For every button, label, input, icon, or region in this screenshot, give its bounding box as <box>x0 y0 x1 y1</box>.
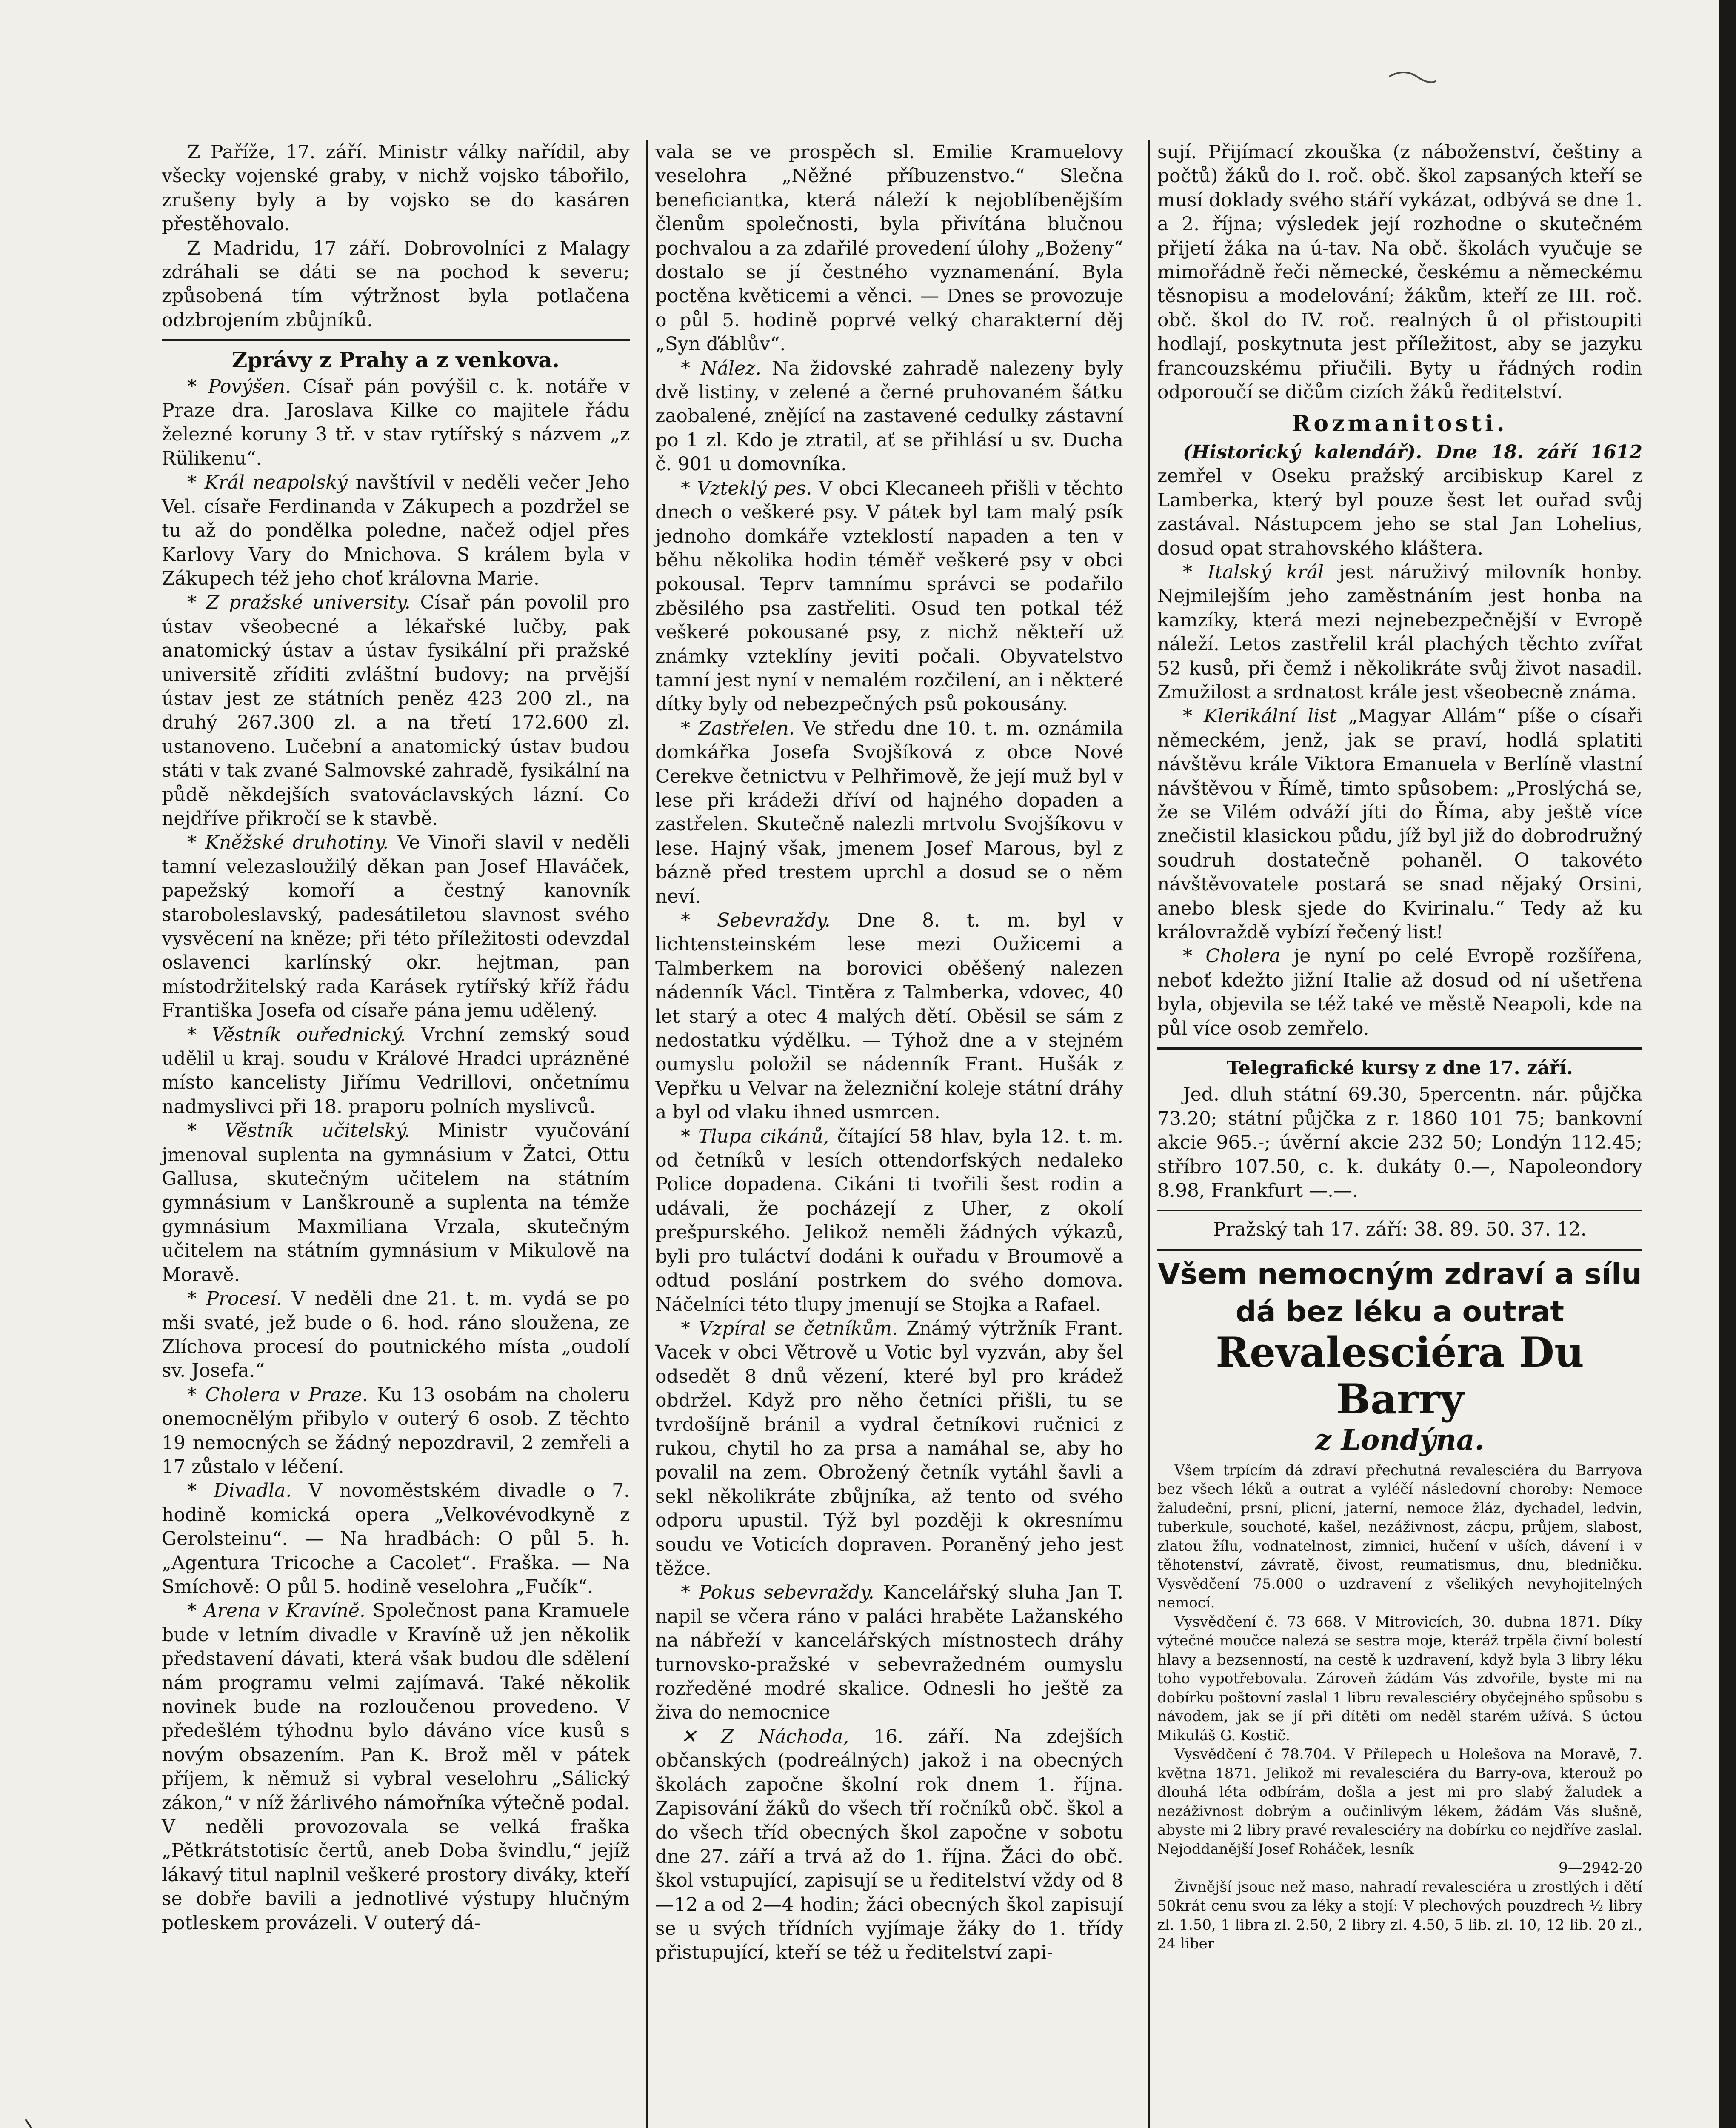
article-label: * Divadla. <box>187 1480 292 1502</box>
article-italsky-kral <box>1157 561 1642 704</box>
article-label: * Cholera v Praze. <box>187 1384 368 1406</box>
article-text: Ve Vinoři slavil v neděli tamní velezasloužilý děkan pan Josef Hlaváček, papežský komoří a čestný kanovník staroboleslavský, padesátiletou slavnost svého vysvěcení na kněze; při této příležitosti odevzdal oslavenci karlínský okr. hejtman, pan místodržitelský rada Karásek rytířský kříž řádu Františka Josefa od císaře pána jemu udělený. <box>162 832 630 1022</box>
ad-number: 9—2942-20 <box>1559 1859 1642 1877</box>
article-nachod <box>655 1725 1123 1965</box>
article-vzpiral <box>655 1317 1123 1581</box>
article-divadla <box>162 1479 630 1599</box>
article-kalendar <box>1157 440 1642 561</box>
column-divider <box>1148 140 1150 2128</box>
article-text: 16. září. Na zdejších občanských (podreálných) jakož i na obecných školách započne školní rok dnem 1. října. Zapisování žáků do všech tří ročníků obč. škol a do všech tříd obecných škol započne v sobotu dne 27. září a trvá až do 1. října. Žáci do obč. škol vstupující, zapisují se u ředitelství vždy od 8—12 a od 2—4 hodin; žáci obecných škol zapisují se u svých třídních vyjímaje žáky do 1. třídy přistupující, kteří se též u ředitelství zapi- <box>655 1725 1123 1964</box>
article-sebevrazdy <box>655 909 1123 1125</box>
article-label: * Sebevraždy. <box>681 910 831 931</box>
article-nachod-continued: sují. Přijímací zkouška (z náboženství, češtiny a počtů) žáků do I. roč. obč. škol zapsaných kteří se musí doklady svého stáří vykázat, odbývá se dne 1. a 2. října; výsledek její rozhodne o skutečném přijetí žáka na ú-tav. Na obč. školách vyučuje se mimořádně řeči německé, českému a německému těsnopisu a modelování; žákům, kteří ze III. roč. obč. škol do IV. roč. realných ů ol přistoupiti hodlají, poskytnuta jest příležitost, aby se jazyku francouzskému přiučili. Byty u řádných rodin odporoučí se dičům cizích žáků ředitelství. <box>1157 141 1642 403</box>
article-povyseni <box>162 375 630 471</box>
article-nales <box>655 357 1123 477</box>
article-tlupa <box>655 1125 1123 1317</box>
article-label: * Tlupa cikánů, <box>681 1125 829 1147</box>
scan-crease-mark <box>0 2119 136 2128</box>
column-3 <box>1157 140 1642 1954</box>
ad-body <box>1157 1461 1642 1954</box>
article-label: * Vzteklý pes. <box>681 477 812 499</box>
section-heading-rozmanitosti: Rozmanitosti. <box>1292 411 1508 437</box>
article-cholera-praha <box>162 1383 630 1479</box>
article-pokus <box>655 1581 1123 1725</box>
article-label: * Věstník učitelský. <box>187 1120 410 1142</box>
article-text: Kancelářský sluha Jan T. napil se včera ráno v paláci hraběte Lažanského na nábřeží v kancelářských místnostech dráhy turnovsko-pražské v sebevražedném oumyslu rozředěné modré skalice. Odnesli ho ještě za živa do nemocnice <box>655 1582 1123 1724</box>
article-label: * Z pražské university. <box>187 592 411 614</box>
article-procesi <box>162 1287 630 1383</box>
article-klerikalni-list <box>1157 704 1642 944</box>
article-text: Na židovské zahradě nalezeny byly dvě listiny, v zelené a černé pruhovaném šátku zaobalené, znějící na zastavené cedulky zástavní po 1 zl. Kdo je ztratil, ať se přihlásí u sv. Ducha č. 901 u domovníka. <box>655 357 1123 475</box>
ad-testimonial: Vysvědčení č 78.704. V Přílepech u Holešova na Moravě, 7. května 1871. Jelikož mi revalesciéra du Barry-ova, kterouž po dlouhá léta odbírám, došla a jest mi pro slabý žaludek a nezáživnost dobrým a oučinlivým lékem, žádám Vás slušně, abyste mi 2 libry pravé revalesciéry na dobírku co nejdříve zaslal. Nejoddanější Josef Roháček, lesník <box>1157 1746 1642 1858</box>
article-cholera-evropa <box>1157 944 1642 1041</box>
article-text: Známý výtržník Frant. Vacek v obci Větrově u Votic byl vyzván, aby šel odsedět 8 dnů vězení, které byl pro krádež obdržel. Když pro něho četníci přišli, tu se tvrdošíjně bránil a vydral četníkovi ručnici z rukou, chytil ho za prsa a namáhal se, aby ho povalil na zem. Obrožený četník vytáhl šavli a sekl několikráte zbůjníka, až tento od svého odporu upustil. Týž byl později k okresnímu soudu ve Voticích dopraven. Poraněný jeho jest těžce. <box>655 1317 1123 1579</box>
article-text: V novoměstském divadle o 7. hodině komická opera „Velkovévodkyně z Gerolsteinu“. — Na hradbách: O půl 5. h. „Agentura Tricoche a Cacolet“. Fraška. — Na Smíchově: O půl 5. hodině veselohra „Fučík“. <box>162 1480 630 1598</box>
article-text: Císař pán povolil pro ústav všeobecné a lékařské lučby, pak anatomický ústav a ústav fysikální při pražské universitě zříditi zvláštní budovy; na prvější ústav jest ze státních peněz 423 200 zl., na druhý 267.300 zl. a na třetí 172.600 zl. ustanoveno. Lučební a anatomický ústav budou státi v tak zvané Salmovské zahradě, fysikální na půdě někdejších svatováclavských lázní. Co nejdříve přikročí se k stavbě. <box>162 592 630 829</box>
article-label: * Kněžské druhotiny. <box>187 832 389 854</box>
column-divider <box>646 140 648 2128</box>
article-label: * Vzpíral se četníkům. <box>681 1317 898 1339</box>
telegraph-heading: Telegrafické kursy z dne 17. září. <box>1227 1057 1573 1079</box>
article-knez <box>162 831 630 1023</box>
article-label: * Arena v Kravíně. <box>187 1600 365 1622</box>
article-arena-continued: vala se ve prospěch sl. Emilie Kramuelovy veselohra „Něžné příbuzenstvo.“ Slečna beneficiantka, která náleží k nejoblíbenějším členům společnosti, byla přivítána blučnou pochvalou a za zdařilé provedení úlohy „Boženy“ dostalo se jí čestného vyznamenání. Byla poctěna květicemi a věnci. — Dnes se provozuje o půl 5. hodině poprvé velký charakterní děj „Syn ďáblův“. <box>655 141 1123 355</box>
article-university <box>162 591 630 831</box>
article-pes <box>655 477 1123 717</box>
section-divider <box>162 339 630 341</box>
ad-headline: Všem nemocným zdraví a sílu <box>1158 1257 1642 1291</box>
article-text: jest náruživý milovník honby. Nejmilejším jeho zaměstnáním jest honba na kamzíky, která mezi nejnebezpečnější v Evropě náleží. Letos zastřelil král plachých těchto zvířat 52 kusů, při čemž i několikráte svůj život nasadil. Zmužilost a srdnatost krále jest všeobecně známa. <box>1157 561 1642 703</box>
article-text: Císař pán povýšil c. k. notáře v Praze dra. Jaroslava Kilke co majitele řádu železné koruny 3 tř. v stav rytířský s názvem „z Rülikenu“. <box>162 375 630 469</box>
telegraph-rates: Jed. dluh státní 69.30, 5percentn. nár. půjčka 73.20; státní půjčka z r. 1860 101 75; bankovní akcie 965.-; úvěrní akcie 232 50; Londýn 112.45; stříbro 107.50, c. k. dukáty 0.—, Napoleondory 8.98, Frankfurt —.—. <box>1157 1084 1642 1202</box>
ad-testimonial: Vysvědčení č. 73 668. V Mitrovicích, 30. dubna 1871. Díky výtečné moučce nalezá se sestra moje, kteráž trpěla čivní bolestí hlavy a bezsenností, na cestě k uzdravení, když byla 3 libry léku toho vypotřebovala. Zároveň žádám Vás zdvořile, byste mi na dobírku poštovní zaslal 1 libru revalesciéry obyčejného spůsobu s návodem, jak se jí při dítěti om neděl starém užívá. S úctou Mikuláš G. Kostič. <box>1157 1613 1642 1744</box>
article-label: * Věstník ouřednický. <box>187 1024 406 1046</box>
article-text: V neděli dne 21. t. m. vydá se po mši svaté, jež bude o 6. hod. ráno sloužena, ze Zlíchova procesí do poutnického místa „oudolí sv. Josefa.“ <box>162 1288 630 1382</box>
article-label: * Italský král <box>1183 561 1324 583</box>
article-ucitel <box>162 1119 630 1287</box>
section-heading-news: Zprávy z Prahy a z venkova. <box>231 347 560 373</box>
article-madrid: Z Madridu, 17 září. Dobrovolníci z Malagy zdráhali se dáti se na pochod k severu; způsobená tím výtržnost byla potlačena odzbrojením zbůjníků. <box>162 237 630 331</box>
article-text: zemřel v Oseku pražský arcibiskup Karel z Lamberka, který byl pouze šest let ouřad svůj zastával. Nástupcem jeho se stal Jan Lohelius, dosud opat strahovského kláštera. <box>1157 465 1642 559</box>
ad-brand: Revalesciéra Du Barry <box>1216 1328 1584 1423</box>
article-label: (Historický kalendář). Dne 18. září 1612 <box>1183 441 1642 463</box>
article-text: Ministr vyučování jmenoval suplenta na gymnásium v Žatci, Ottu Gallusa, skutečným učitelem na státním gymnásium v Lanškrouně a suplenta na témže gymnásium Maxmiliana Vrzala, skutečným učitelem na státním gymnásium v Mikulově na Moravě. <box>162 1120 630 1286</box>
article-text: Ku 13 osobám na choleru onemocnělým přibylo v outerý 6 osob. Z těchto 19 nemocných se žádný nepozdravil, 2 zemřeli a 17 zůstalo v léčení. <box>162 1384 630 1478</box>
article-label: * Král neapolský <box>187 472 348 494</box>
article-text: navštívil v neděli večer Jeho Vel. císaře Ferdinanda v Zákupech a pozdržel se tu až do pondělka poledne, načež odjel přes Karlovy Vary do Mnichova. S králem byla v Zákupech též jeho choť královna Marie. <box>162 472 630 589</box>
article-text: Ve středu dne 10. t. m. oznámila domkářka Josefa Svojšíková z obce Nové Cerekve četnictvu v Pelhřimově, že její muž byl v lese při krádeži dříví od hajného dopaden a zastřelen. Skutečně nalezli mrtvolu Svojšíkovu v lese. Hajný však, jmenem Josef Marous, byl z bázně před trestem uprchl a dosud se o něm neví. <box>655 717 1123 907</box>
ad-subheadline: dá bez léku a outrat <box>1235 1295 1565 1329</box>
column-1 <box>162 140 630 1935</box>
section-divider <box>1157 1210 1642 1211</box>
lottery-draw: Pražský tah 17. září: 38. 89. 50. 37. 12. <box>1213 1218 1587 1241</box>
article-vestnik <box>162 1023 630 1119</box>
article-label: * Cholera <box>1183 945 1281 967</box>
article-label: ✕ Z Náchoda, <box>681 1725 849 1748</box>
article-text: V obci Klecaneeh přišli v těchto dnech o veškeré psy. V pátek byl tam malý psík jednoho domkáře vzteklostí napaden a ten v běhu několika hodin téměř veškeré psy v obci pokousal. Teprv tamnímu správci se podařilo zběsilého psa zastřeliti. Osud ten potkal též veškeré pokousané psy, z nichž někteří už známky vzteklíny jeviti počali. Obyvatelstvo tamní jest nyní v nemalém rozčilení, an i některé dítky byly od nebezpečných psů pokousány. <box>655 477 1123 715</box>
scan-stroke-mark <box>1387 64 1438 89</box>
ad-paragraph: Všem trpícím dá zdraví přechutná revalesciéra du Barryova bez všech léků a outrat a vyléčí následovní choroby: Nemoce žaludeční, prsní, plicní, jaterní, nemoce žláz, dychadel, ledvin, tuberkule, souchoté, kašel, nezáživnost, zácpu, průjem, slabost, zlatou žílu, vodnatelnost, zimnici, hučení v uších, dávení i v těhotenství, závratě, čivost, reumatismus, dnu, bledničku. Vysvědčení 75.000 o uzdravení z všelikých nevyhojitelných nemocí. <box>1157 1462 1642 1612</box>
section-divider <box>1157 1047 1642 1050</box>
column-2 <box>655 140 1123 1965</box>
article-arena <box>162 1599 630 1935</box>
article-text: Vrchní zemský soud udělil u kraj. soudu v Králové Hradci uprázněné místo kancelisty Jiřímu Vedrillovi, ončetnímu nadmyslivci při 18. praporu polních myslivců. <box>162 1024 630 1118</box>
article-label: * Zastřelen. <box>681 717 795 739</box>
article-kral <box>162 471 630 591</box>
article-zastrelen <box>655 717 1123 909</box>
article-text: čítající 58 hlav, byla 12. t. m. od četníků v lesích ottendorfských nedaleko Police dopadena. Cikáni ti tvořili šest rodin a udávali, že pocházejí z Uher, z okolí prešpurského. Jelikož neměli žádných výkazů, byli pro tuláctví dodáni k ouřadu v Broumově a odtud poslání postrkem do svého domova. Náčelníci této tlupy jmenují se Stojka a Rafael. <box>655 1125 1123 1316</box>
ad-city: z Londýna. <box>1315 1423 1485 1456</box>
article-label: * Klerikální list <box>1183 705 1337 727</box>
article-text: Společnost pana Kramuele bude v letním divadle v Kravíně už jen několik představení dávati, která však budou dle sdělení nám programu velmi zajímavá. Také několik novinek bude na rozloučenou provedeno. V předešlém týhodnu bylo dáváno více kusů s novým obsazením. Pan K. Brož měl v pátek příjem, k němuž si vybral veselohru „Sálický zákon,“ v níž žárlivého námořníka výtečně podal. V neděli provozovala se velká fraška „Pětkrátstotisíc čertů, aneb Doba švindlu,“ jejíž lákavý titul naplnil veškeré prostory diváky, kteří se dobře bavili a jednotlivé výstupy hlučným potleskem provázeli. V outerý dá- <box>162 1600 630 1934</box>
article-paris: Z Paříže, 17. září. Ministr války nařídil, aby všecky vojenské graby, v nichž vojsko tábořilo, zrušeny byly a by vojsko se do kasáren přestěhovalo. <box>162 141 630 235</box>
ad-prices: Živnější jsouc než maso, nahradí revalesciéra u zrostlých i dětí 50krát cenu svou za léky a stojí: V plechových pouzdrech ½ libry zl. 1.50, 1 libra zl. 2.50, 2 libry zl. 4.50, 5 lib. zl. 10, 12 lib. 20 zl., 24 liber <box>1157 1878 1642 1953</box>
article-label: * Procesí. <box>187 1288 282 1310</box>
article-text: „Magyar Allám“ píše o císaři německém, jenž, jak se praví, hodlá splatiti návštěvu krále Viktora Emanuela v Berlíně vlastní návštěvou v Římě, timto spůsobem: „Proslýchá se, že se Vilém odváží jíti do Říma, aby ještě více znečistil klasickou půdu, jíž byl již do dobrodružný soudruh dostatečně pohaněl. O takovéto návštěvovatele postará se snad nějaký Orsini, anebo blesk sjede do Kvirinalu.“ Tedy až ku královraždě vybízí řečený list! <box>1157 705 1643 943</box>
article-text: Dne 8. t. m. byl v lichtensteinském lese mezi Oužicemi a Talmberkem na borovici oběšený nalezen nádenník Václ. Tintěra z Talmberka, vdovec, 40 let starý a otec 4 malých dětí. Oběsil se sám z nedostatku výdělku. — Týhož dne a v stejném oumyslu položil se nádenník Frant. Hušák z Vepřku u Velvar na železniční koleje státní dráhy a byl od vlaku ihned usmrcen. <box>655 910 1124 1124</box>
article-label: * Pokus sebevraždy. <box>681 1582 874 1604</box>
page-edge <box>1719 0 1736 2128</box>
article-label: * Nález. <box>681 357 762 379</box>
section-divider <box>1157 1249 1642 1251</box>
article-label: * Povýšen. <box>187 375 291 398</box>
article-text: je nyní po celé Evropě rozšířena, neboť kdežto jižní Italie až dosud od ní ušetřena byla, objevila se též také ve městě Neapoli, kde na půl více osob zemřelo. <box>1157 945 1643 1039</box>
